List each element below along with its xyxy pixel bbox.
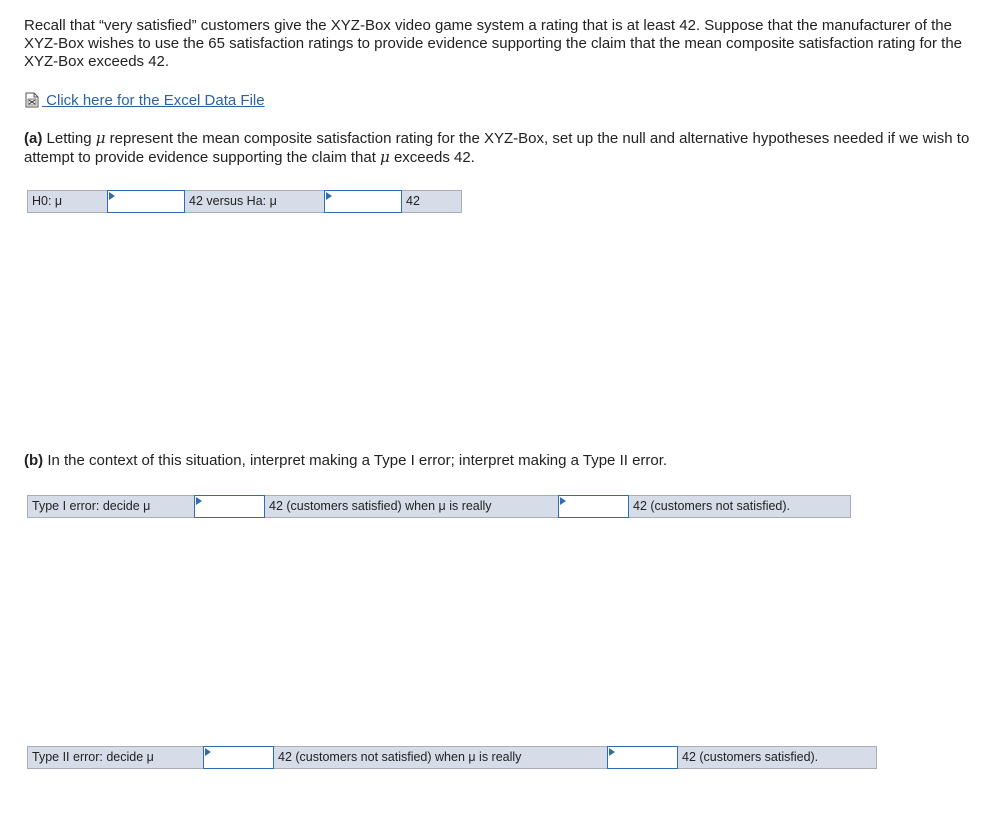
problem-intro: Recall that “very satisfied” customers give the XYZ-Box video game system a rating that is at least 42. Suppose that the manufacturer of the XYZ-Box wishes to use the 65 satisfaction ratings to provide evidence supporting the claim that the mean composite satisfaction rating for the XYZ-Box exceeds 42. — [24, 17, 962, 70]
part-b-text: In the context of this situation, interpret making a Type I error; interpret making a Type II error. — [43, 452, 668, 469]
part-a-text-2: represent the mean composite satisfaction rating for the XYZ-Box, set up the null and alternative hypotheses needed if we wish to attempt to provide evidence supporting the claim that — [24, 130, 970, 166]
excel-file-icon[interactable] — [24, 92, 40, 108]
type1-really-dropdown[interactable] — [558, 495, 629, 518]
excel-data-link-row — [24, 92, 265, 110]
ha-value-label: 42 — [401, 190, 462, 213]
type2-error-row — [27, 746, 877, 769]
type2-decide-dropdown[interactable] — [203, 746, 274, 769]
type2-label: Type II error: decide μ — [27, 746, 204, 769]
dropdown-flag-icon — [109, 192, 115, 200]
type1-decide-dropdown[interactable] — [194, 495, 265, 518]
h0-operator-dropdown[interactable] — [107, 190, 185, 213]
type1-middle-label: 42 (customers satisfied) when μ is really — [264, 495, 559, 518]
excel-data-link[interactable]: Click here for the Excel Data File — [42, 92, 265, 109]
hypotheses-row — [27, 190, 462, 213]
dropdown-flag-icon — [326, 192, 332, 200]
part-a-text-1: Letting — [42, 130, 96, 147]
type2-middle-label: 42 (customers not satisfied) when μ is really — [273, 746, 608, 769]
part-a-question — [24, 129, 974, 167]
part-b-label: (b) — [24, 452, 44, 469]
h0-label: H0: μ — [27, 190, 108, 213]
mu-symbol: μ — [380, 148, 390, 166]
dropdown-flag-icon — [560, 497, 566, 505]
part-a-text-3: exceeds 42. — [389, 149, 475, 166]
part-b-question — [24, 452, 974, 470]
part-a-label: (a) — [24, 130, 43, 147]
type1-error-row — [27, 495, 851, 518]
dropdown-flag-icon — [609, 748, 615, 756]
dropdown-flag-icon — [205, 748, 211, 756]
type2-really-dropdown[interactable] — [607, 746, 678, 769]
type1-label: Type I error: decide μ — [27, 495, 195, 518]
versus-ha-label: 42 versus Ha: μ — [184, 190, 325, 213]
ha-operator-dropdown[interactable] — [324, 190, 402, 213]
type2-end-label: 42 (customers satisfied). — [677, 746, 877, 769]
dropdown-flag-icon — [196, 497, 202, 505]
type1-end-label: 42 (customers not satisfied). — [628, 495, 851, 518]
mu-symbol: μ — [95, 129, 106, 147]
